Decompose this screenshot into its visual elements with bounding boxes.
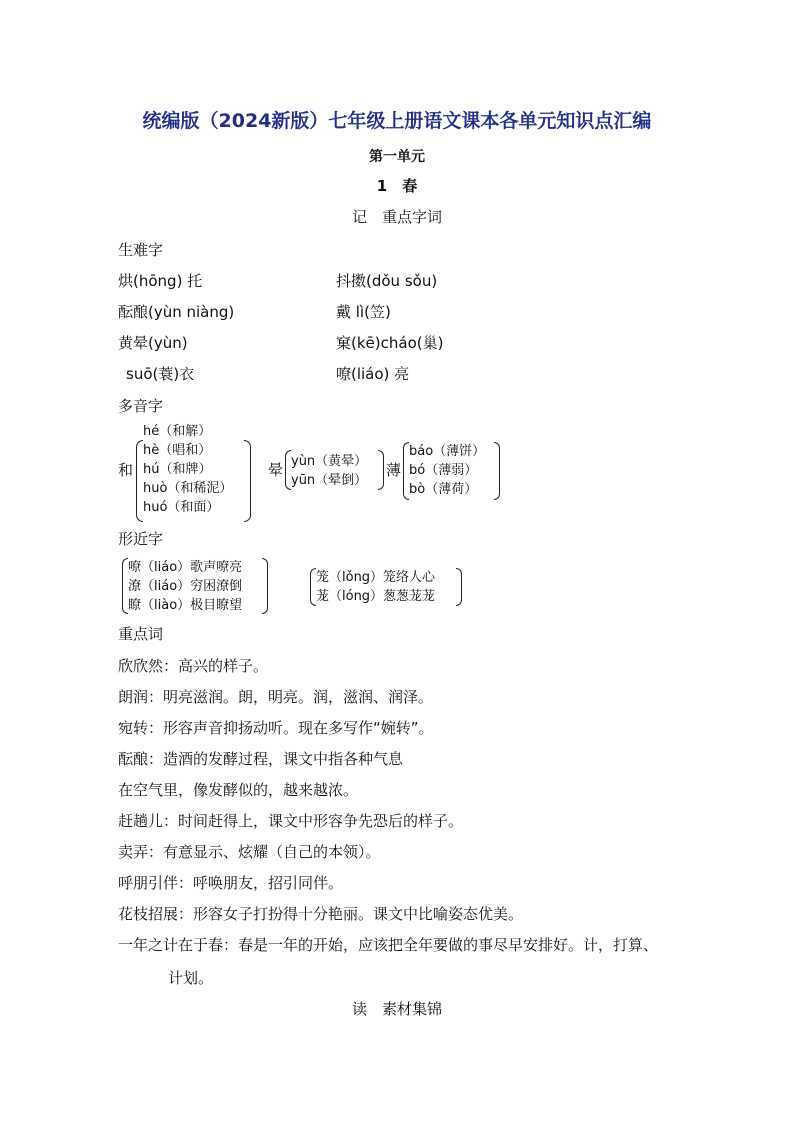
polyphone-char: 晕 (268, 461, 284, 479)
polyphone-reading: báo（薄饼） (409, 444, 486, 459)
lesson-heading: 1 春 (376, 177, 418, 195)
rare-char-item: 抖擞(dǒu sǒu) (336, 272, 438, 290)
section-label-key-words: 重点词 (118, 625, 164, 643)
similar-char-item: 笼（lǒng）笼络人心 (316, 570, 436, 585)
polyphone-char: 和 (118, 461, 134, 479)
rare-char-item: 嘹(liáo) 亮 (336, 365, 410, 383)
right-brace (244, 440, 251, 522)
section-label-similar-chars: 形近字 (118, 530, 164, 548)
rare-char-item: suō(蓑)衣 (126, 365, 195, 383)
section-label-rare-chars: 生难字 (118, 241, 164, 259)
section-heading-key-words: 记 重点字词 (351, 208, 442, 226)
key-word-entry: 赶趟儿：时间赶得上，课文中形容争先恐后的样子。 (118, 812, 464, 830)
similar-char-item: 潦（liáo）穷困潦倒 (128, 579, 243, 594)
polyphone-reading: hú（和牌） (143, 462, 212, 477)
section-label-polyphones: 多音字 (118, 397, 164, 415)
rare-char-item: 酝酿(yùn niàng) (118, 303, 235, 321)
key-word-entry: 酝酿：造酒的发酵过程，课文中指各种气息 (118, 750, 404, 768)
right-brace (262, 558, 268, 614)
polyphone-reading: yūn（晕倒） (291, 473, 368, 488)
right-brace (378, 450, 384, 490)
similar-char-item: 瞭（liào）极目瞭望 (128, 598, 243, 613)
key-word-entry: 朗润：明亮滋润。朗，明亮。润，滋润、润泽。 (118, 688, 434, 706)
polyphone-reading: yùn（黄晕） (291, 454, 368, 469)
document-title: 统编版（2024新版）七年级上册语文课本各单元知识点汇编 (142, 110, 652, 132)
polyphone-reading: hè（唱和） (143, 443, 212, 458)
key-word-entry-continuation: 计划。 (168, 969, 214, 987)
key-word-entry: 花枝招展：形容女子打扮得十分艳丽。课文中比喻姿态优美。 (118, 905, 524, 923)
rare-char-item: 窠(kē)cháo(巢) (336, 334, 444, 352)
right-brace (456, 568, 462, 606)
polyphone-char: 薄 (386, 461, 402, 479)
right-brace (494, 442, 500, 500)
polyphone-reading: huó（和面） (143, 500, 220, 515)
polyphone-reading: bó（薄弱） (409, 463, 478, 478)
key-word-entry: 卖弄：有意显示、炫耀（自己的本领）。 (118, 843, 381, 861)
section-heading-material: 读 素材集锦 (351, 1000, 442, 1018)
key-word-entry: 一年之计在于春：春是一年的开始，应该把全年要做的事尽早安排好。计，打算、 (118, 936, 659, 954)
similar-char-item: 嘹（liáo）歌声嘹亮 (128, 560, 243, 575)
left-brace (136, 440, 143, 522)
key-word-entry: 在空气里，像发酵似的，越来越浓。 (118, 781, 359, 799)
unit-heading: 第一单元 (369, 149, 425, 165)
rare-char-item: 烘(hōng) 托 (118, 272, 203, 290)
key-word-entry: 呼朋引伴：呼唤朋友，招引同伴。 (118, 874, 344, 892)
polyphone-reading: hé（和解） (143, 424, 212, 439)
key-word-entry: 宛转：形容声音抑扬动听。现在多写作“婉转”。 (118, 719, 434, 737)
key-word-entry: 欣欣然：高兴的样子。 (118, 657, 269, 675)
rare-char-item: 戴 lì(笠) (336, 303, 391, 321)
polyphone-reading: bò（薄荷） (409, 482, 478, 497)
similar-char-item: 茏（lóng）葱葱茏茏 (316, 589, 436, 604)
rare-char-item: 黄晕(yùn) (118, 334, 188, 352)
polyphone-reading: huò（和稀泥） (143, 481, 233, 496)
